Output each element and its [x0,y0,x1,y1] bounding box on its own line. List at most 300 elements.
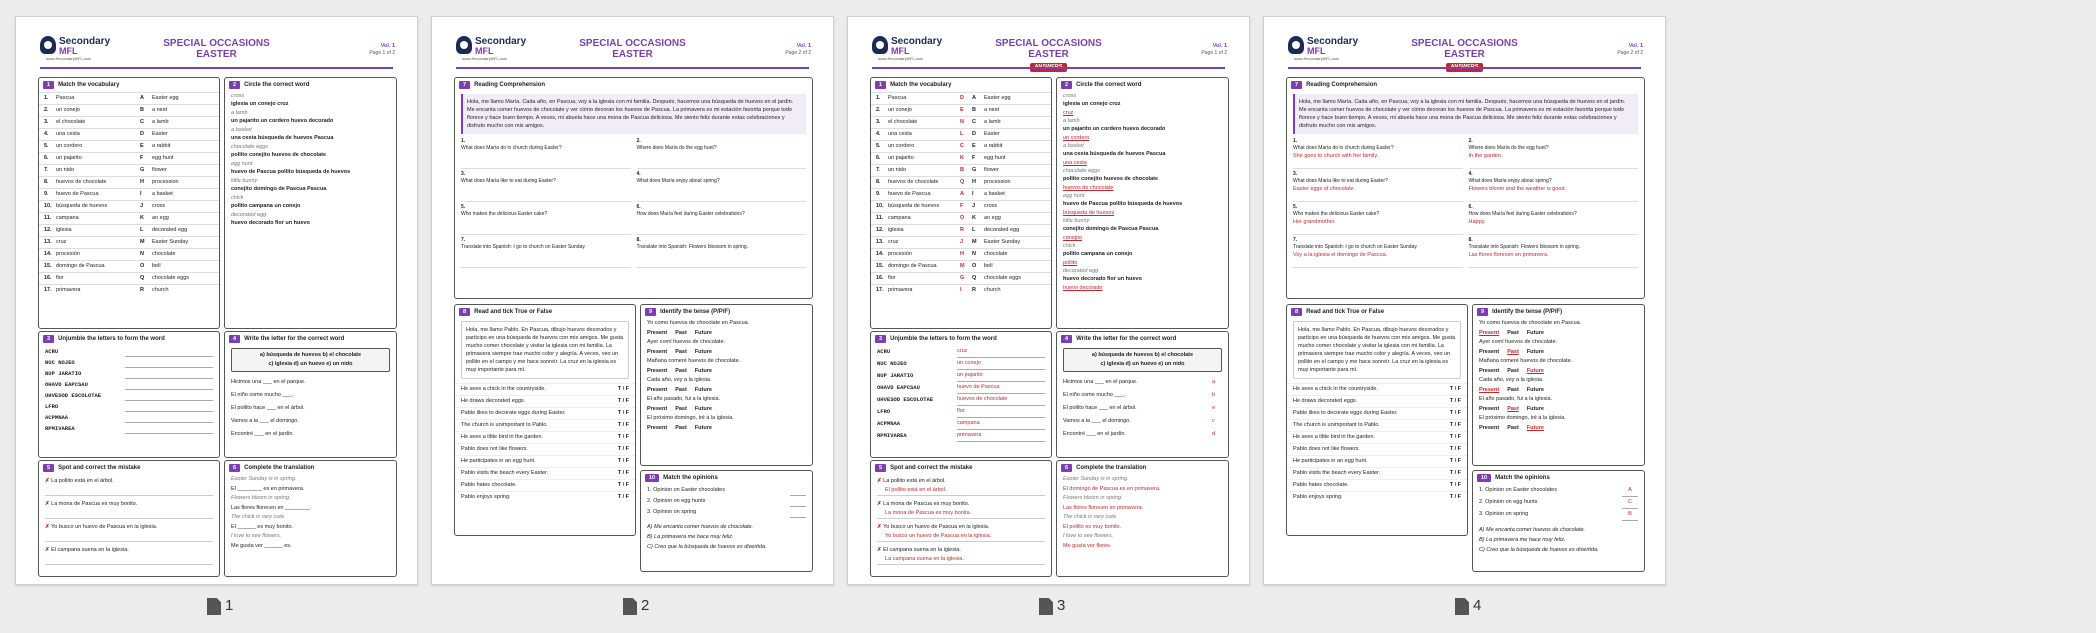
translation-english: Easter Sunday is in spring. [1063,476,1129,482]
question-number: 2. [1468,138,1473,144]
circle-options: pollito campana un conejo [1063,251,1133,257]
question-text: How does María feel during Easter celebrations? [1468,211,1577,217]
mistake-correction: La campana suena en la iglesia. [877,555,1045,565]
tense-option: Past [675,387,687,393]
mistake-item [871,521,1051,544]
unjumble-answer [125,412,213,423]
page-thumbnail-1[interactable] [15,16,418,585]
section-title: Spot and correct the mistake [58,465,141,471]
vocab-number: 17. [876,287,884,293]
vocab-row [39,104,219,116]
vocab-number: 16. [44,275,52,281]
section-number: 9 [1477,308,1488,316]
vocab-number: 7. [44,167,49,173]
title-line-1: SPECIAL OCCASIONS [995,38,1102,49]
circle-options: pollito campana un conejo [231,203,301,209]
vocab-english: a rabbit [152,143,171,149]
tense-options [1473,404,1644,414]
question-number: 1. [461,138,466,144]
vocab-answer: K [960,155,964,161]
vocab-letter: I [140,191,142,197]
section-number: 4 [1061,335,1072,343]
vocab-answer: Q [960,179,965,185]
tf-row [455,455,635,467]
unjumble-letters: NUC NOJEO [877,360,907,367]
vocab-number: 7. [876,167,881,173]
vocab-answer [128,237,140,248]
question-item [1469,237,1639,268]
section-s1 [870,77,1052,329]
vocab-english: a rabbit [984,143,1003,149]
vocab-number: 3. [44,119,49,125]
letter-sentence: El pollito hace ___ en el árbol. [231,405,305,411]
section-title: Identify the tense (P/P/F) [660,309,731,315]
question-item [637,204,807,235]
circle-options: huevo de Pascua pollito búsqueda de huevos [231,169,351,175]
unjumble-answer: huevos de chocolate [957,394,1045,406]
question-number: 8. [1468,237,1473,243]
circle-options: conejito domingo de Pascua Pascua [231,186,327,192]
unjumble-answer [125,379,213,390]
tense-options [1473,366,1644,376]
vocab-english: Easter [984,131,1000,137]
circle-options: conejito domingo de Pascua Pascua [1063,226,1159,232]
question-item [461,204,631,235]
unjumble-row [871,346,1051,358]
vocab-number: 14. [44,251,52,257]
page-number: Page 1 of 2 [369,50,395,56]
vocab-row [39,248,219,260]
mistake-item [39,475,219,498]
vocab-answer [128,93,140,104]
vocab-spanish: huevo de Pascua [888,191,931,197]
section-heading [871,78,1051,92]
vocab-row [871,236,1051,248]
vocab-spanish: un conejo [888,107,912,113]
question-answer: She goes to church with her family. [1293,153,1379,159]
vocab-letter: R [972,287,976,293]
vocab-number: 6. [876,155,881,161]
vocab-row [871,272,1051,284]
vocab-row [39,212,219,224]
header-rule [1288,67,1641,69]
translation-english: I love to see flowers. [1063,533,1114,539]
letter-answer [380,415,390,428]
vocab-answer [128,165,140,176]
mistake-text: La mona de Pascua es muy bonito. [51,501,138,507]
tense-options [641,328,812,338]
vocab-english: an egg [984,215,1001,221]
section-number: 2 [1061,81,1072,89]
unjumble-answer [125,357,213,368]
page-label[interactable]: 3 [1057,597,1066,614]
vocab-spanish: flor [888,275,896,281]
section-title: Match the vocabulary [58,82,120,88]
tf-row [1287,395,1467,407]
vocab-letter: C [972,119,976,125]
vocab-row [871,260,1051,272]
tf-row [455,431,635,443]
section-number: 8 [459,308,470,316]
vocab-answer: J [960,239,964,245]
volume-info [369,43,395,57]
mistake-sentence [45,500,213,509]
opinion-answer [790,496,806,507]
tf-statement: Pablo likes to decorate eggs during Easter. [1293,410,1398,416]
circle-prompt: chocolate eggs [1063,168,1100,174]
question-number: 8. [636,237,641,243]
word-bank-line: c) iglesia d) un huevo e) un nido [1100,361,1185,367]
section-s4 [224,331,397,458]
vocab-letter: B [140,107,144,113]
opinion-answer: B [1622,509,1638,521]
title-line-1: SPECIAL OCCASIONS [579,38,686,49]
vocab-number: 16. [876,275,884,281]
unjumble-letters: NUP JARATIO [877,372,914,379]
letter-sentence: Vamos a la ___ el domingo. [231,418,299,424]
header-rule [40,67,393,69]
letter-sentence: Hicimos una ___ en el parque. [1063,379,1138,385]
tf-options: T / F [1449,494,1461,500]
vocab-number: 15. [876,263,884,269]
mistake-sentence [877,523,1045,532]
question-text: Who makes the delicious Easter cake? [1293,211,1380,217]
vocab-letter: A [972,95,976,101]
mistake-correction [45,555,213,565]
unjumble-answer: huevo de Pascua [957,382,1045,394]
tf-options: T / F [617,434,629,440]
circle-answer: búsqueda de huevos [1063,210,1115,216]
page-header [432,17,833,69]
vocab-english: flower [984,167,999,173]
tense-option: Future [694,425,712,431]
opinion-topic: 2. Opinion on egg hunts [647,498,706,504]
vocab-letter: K [140,215,144,221]
question-item [1293,237,1463,268]
vocab-row [871,224,1051,236]
vocab-spanish: domingo de Pascua [56,263,105,269]
unjumble-letters: NUP JARATIO [45,370,82,377]
question-number: 6. [1468,204,1473,210]
vocab-answer: R [960,227,964,233]
vocab-letter: E [140,143,144,149]
unjumble-row [871,370,1051,382]
opinion-answer [790,485,806,496]
opinion-row [1473,497,1644,509]
letter-row [225,402,396,415]
vocab-spanish: huevos de chocolate [56,179,107,185]
vocab-spanish: una cesta [888,131,912,137]
vocab-english: chocolate eggs [984,275,1021,281]
page-label[interactable]: 1 [225,597,234,614]
circle-prompt: cross [231,93,245,99]
vocab-number: 2. [44,107,49,113]
letter-sentence: Encontré ___ en el jardín. [1063,431,1126,437]
mistake-text: Yo busco un huevo de Pascua en la iglesia. [883,524,990,530]
section-s3 [870,331,1052,458]
tf-options: T / F [1449,422,1461,428]
opinion-answer [790,507,806,518]
question-number: 5. [1293,204,1298,210]
circle-prompt: a lamb [231,110,248,116]
tense-option: Present [1479,387,1500,393]
question-text: Where does María do the egg hunt? [1468,145,1549,151]
circle-answer: un cordero [1063,135,1090,141]
unjumble-letters: ACRU [877,348,891,355]
tf-options: T / F [1449,410,1461,416]
vocab-answer: F [960,203,964,209]
translation-spanish: Las flores florecen en primavera. [1063,505,1144,511]
mistake-sentence [877,546,1045,555]
page-header [16,17,417,69]
logo-subtext: MFL [475,46,494,56]
vocab-row [871,200,1051,212]
section-heading [1287,78,1644,92]
letter-sentence: El niño come mucho ___. [231,392,294,398]
page-number: Page 2 of 2 [785,50,811,56]
circle-options: iglesia un conejo cruz [231,101,289,107]
tense-sentence: Cada año, voy a la iglesia. [647,377,712,383]
question-item [1469,138,1639,169]
vocab-letter: H [972,179,976,185]
translation-spanish: El pollito es muy bonito. [1063,524,1122,530]
tf-statement: He draws decorated eggs. [461,398,526,404]
section-title: Complete the translation [1076,465,1147,471]
vocab-number: 13. [44,239,52,245]
reading-passage: Hola, me llamo María. Cada año, en Pascua, voy a la iglesia con mi familia. Después, hacemos una búsqueda de huevos en el jardín. Me encanta comer huevos de chocolate y ver cómo decoran los huevos de Pascua. La primavera es mi estación favorita porque todo florece y hace buen tiempo. A veces, mi abuela hace una mona de Pascua deliciosa. Me siento feliz durante estas celebraciones y disfruto mucho con mis amigos. [1293,94,1638,134]
page-label[interactable]: 2 [641,597,650,614]
vocab-english: chocolate [152,251,176,257]
vocab-english: a basket [984,191,1005,197]
vocab-letter: G [140,167,145,173]
question-item [461,237,631,268]
unjumble-letters: LFRO [45,403,59,410]
vocab-number: 6. [44,155,49,161]
section-s10 [1472,470,1645,572]
letter-sentence: El pollito hace ___ en el árbol. [1063,405,1137,411]
tf-row [455,395,635,407]
vocab-english: Easter egg [984,95,1011,101]
vocab-answer: N [960,119,964,125]
mistake-item [39,498,219,521]
tense-option: Past [1507,330,1519,336]
tense-option: Future [1526,425,1544,431]
cross-icon: ✗ [877,524,884,530]
mistake-sentence [877,500,1045,509]
vocab-number: 13. [876,239,884,245]
opinion-answer: A [1622,485,1638,497]
vocab-answer [128,141,140,152]
letter-answer: d [1212,431,1216,437]
vocab-answer: B [960,167,964,173]
mistake-text: La pollito está en el árbol. [51,478,114,484]
tf-options: T / F [617,494,629,500]
tense-options [1473,328,1644,338]
tense-sentence: Mañana comeré huevos de chocolate. [647,358,741,364]
circle-prompt: chocolate eggs [231,144,268,150]
tf-options: T / F [1449,458,1461,464]
vocab-spanish: cruz [888,239,899,245]
tf-statement: Pablo hates chocolate. [461,482,517,488]
vocab-letter: I [972,191,974,197]
unjumble-answer: cruz [957,346,1045,358]
vocab-letter: R [140,287,144,293]
logo-subtext: MFL [59,46,78,56]
opinion-row [641,485,812,496]
tf-statement: Pablo visits the beach every Easter. [461,470,549,476]
vocab-letter: M [972,239,977,245]
unjumble-answer [125,368,213,379]
translation-english: Easter Sunday is in spring. [231,476,297,482]
unjumble-answer: flor [957,406,1045,418]
tf-row [1287,431,1467,443]
question-text: Translate into Spanish: I go to church on Easter Sunday. [1293,244,1418,250]
vocab-row [871,152,1051,164]
tf-row [1287,407,1467,419]
tf-options: T / F [617,386,629,392]
mistake-sentence [45,546,213,555]
vocab-english: church [152,287,169,293]
vocab-answer: G [960,275,965,281]
vocab-english: procession [152,179,179,185]
letter-row [1057,376,1228,389]
tense-option: Past [1507,349,1519,355]
mistake-correction [45,509,213,519]
vocab-row [871,248,1051,260]
vocab-spanish: el chocolate [56,119,86,125]
unjumble-letters: ACPMNAA [45,414,69,421]
word-bank [231,348,390,372]
unjumble-letters: UHVESOD ESCOLOTAE [45,392,102,399]
tense-options [641,404,812,414]
page-number: Page 1 of 2 [1201,50,1227,56]
vocab-row [39,92,219,104]
opinion-choice: C) Creo que la búsqueda de huevos es divertida. [647,544,767,550]
vocab-letter: F [972,155,976,161]
tf-statement: Pablo visits the beach every Easter. [1293,470,1381,476]
question-item [1469,171,1639,202]
opinion-row [1473,509,1644,521]
tf-row [455,443,635,455]
page-thumbnail-3[interactable] [847,16,1250,585]
tf-row [455,419,635,431]
letter-answer [380,389,390,402]
section-s5 [38,460,220,577]
question-text: What does María do in church during Easter? [461,145,562,151]
volume-label: Vol. 1 [1628,43,1643,49]
page-label[interactable]: 4 [1473,597,1482,614]
cross-icon: ✗ [45,501,52,507]
vocab-answer: H [960,251,964,257]
vocab-row [39,284,219,296]
vocab-answer: M [960,263,965,269]
question-text: What does María enjoy about spring? [636,178,720,184]
mistake-item [39,544,219,567]
vocab-english: Easter egg [152,95,179,101]
circle-prompt: decorated egg [1063,268,1099,274]
unjumble-row [871,394,1051,406]
vocab-row [39,224,219,236]
question-item [637,171,807,202]
vocab-letter: Q [140,275,145,281]
tense-option: Past [1507,406,1519,412]
mistake-text: La pollito está en el árbol. [883,478,946,484]
tf-statement: He draws decorated eggs. [1293,398,1358,404]
logo-url: www.SecondaryMFL.com [46,56,92,61]
title-line-1: SPECIAL OCCASIONS [163,38,270,49]
vocab-number: 9. [44,191,49,197]
letter-row [1057,389,1228,402]
section-s7 [1286,77,1645,299]
page-thumbnail-4[interactable] [1263,16,1666,585]
question-item [461,171,631,202]
vocab-english: an egg [152,215,169,221]
page-header [848,17,1249,69]
tf-options: T / F [617,422,629,428]
section-number: 6 [229,464,240,472]
mistake-item [39,521,219,544]
tf-options: T / F [1449,482,1461,488]
section-number: 1 [875,81,886,89]
logo-text: Secondary [475,36,527,47]
opinion-topic: 1. Opinion on Easter chocolates [647,487,725,493]
mistake-text: El campana suena en la iglesia. [883,547,961,553]
translation-spanish: Me gusta ver flores. [1063,543,1112,549]
vocab-english: egg hunt [984,155,1006,161]
vocab-spanish: cruz [56,239,67,245]
opinion-topic: 3. Opinion on spring [647,509,697,515]
cross-icon: ✗ [45,478,52,484]
vocab-number: 2. [876,107,881,113]
section-title: Reading Comprehension [1306,82,1378,88]
opinion-topic: 2. Opinion on egg hunts [1479,499,1538,505]
tense-option: Present [647,368,668,374]
vocab-english: church [984,287,1001,293]
volume-info [1201,43,1227,57]
tf-statement: Pablo does not like flowers. [461,446,528,452]
circle-prompt: chick [231,195,244,201]
letter-answer: a [1212,379,1216,385]
logo-text: Secondary [1307,36,1359,47]
vocab-letter: Q [972,275,977,281]
letter-row [225,389,396,402]
tf-statement: He participates in an egg hunt. [461,458,536,464]
vocab-spanish: huevos de chocolate [888,179,939,185]
tf-options: T / F [1449,470,1461,476]
mistake-correction: Yo busco un huevo de Pascua en la iglesia. [877,532,1045,542]
section-title: Write the letter for the correct word [1076,336,1177,342]
vocab-english: bell [152,263,161,269]
tf-statement: He participates in an egg hunt. [1293,458,1368,464]
vocab-answer [128,225,140,236]
vocab-number: 4. [876,131,881,137]
question-number: 6. [636,204,641,210]
vocab-answer: D [960,95,964,101]
unjumble-letters: RPMIVAREA [45,425,75,432]
question-item [1293,138,1463,169]
section-s3 [38,331,220,458]
translation-english: The chick is very cute. [231,514,286,520]
vocab-letter: L [140,227,144,233]
vocab-spanish: huevo de Pascua [56,191,99,197]
circle-prompt: a basket [231,127,252,133]
question-answer: Las flores florecen en primavera. [1468,252,1549,258]
opinion-choice: A) Me encanta comer huevos de chocolate. [1479,527,1586,533]
unjumble-row [39,346,219,357]
cross-icon: ✗ [45,547,52,553]
unjumble-answer: un conejo [957,358,1045,370]
page-thumbnail-2[interactable] [431,16,834,585]
